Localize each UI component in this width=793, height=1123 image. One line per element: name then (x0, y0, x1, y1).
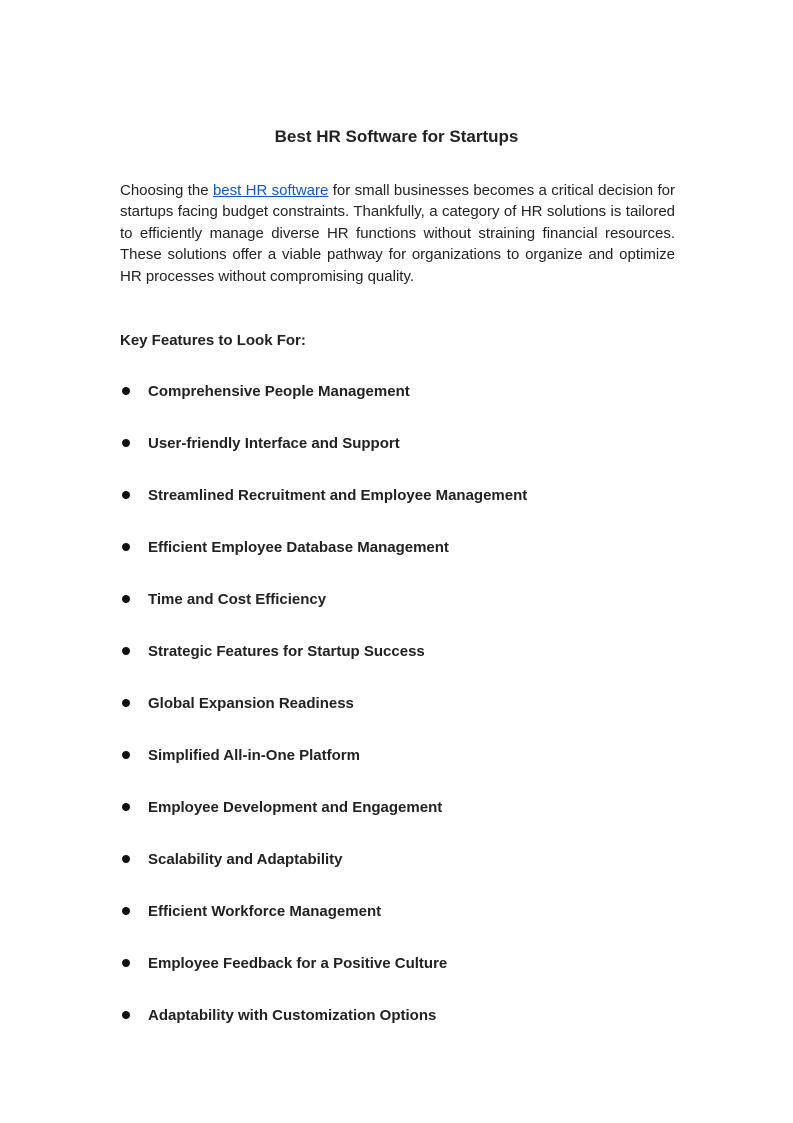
feature-label: Simplified All-in-One Platform (148, 747, 360, 764)
feature-list (120, 381, 680, 1057)
bullet-icon (122, 1011, 130, 1019)
features-heading: Key Features to Look For: (120, 332, 306, 349)
feature-label: Efficient Workforce Management (148, 903, 382, 920)
list-item (120, 849, 680, 901)
feature-label: Efficient Employee Database Management (148, 539, 449, 556)
feature-label: Strategic Features for Startup Success (148, 643, 425, 660)
bullet-icon (122, 959, 130, 967)
bullet-icon (122, 699, 130, 707)
list-item (120, 433, 680, 485)
list-item (120, 693, 680, 745)
bullet-icon (122, 907, 130, 915)
list-item (120, 797, 680, 849)
bullet-icon (122, 647, 130, 655)
bullet-icon (122, 491, 130, 499)
list-item (120, 1005, 680, 1057)
bullet-icon (122, 803, 130, 811)
bullet-icon (122, 387, 130, 395)
list-item (120, 589, 680, 641)
feature-label: Employee Development and Engagement (148, 799, 443, 816)
feature-label: Comprehensive People Management (148, 383, 410, 400)
bullet-icon (122, 543, 130, 551)
best-hr-software-link[interactable]: best HR software (212, 182, 329, 199)
feature-label: Adaptability with Customization Options (148, 1007, 437, 1024)
intro-paragraph (120, 180, 675, 287)
list-item (120, 485, 680, 537)
feature-label: Time and Cost Efficiency (148, 591, 327, 608)
feature-label: Streamlined Recruitment and Employee Management (148, 487, 528, 504)
list-item (120, 953, 680, 1005)
list-item (120, 901, 680, 953)
feature-label: User-friendly Interface and Support (148, 435, 400, 452)
feature-label: Global Expansion Readiness (148, 695, 354, 712)
list-item (120, 537, 680, 589)
bullet-icon (122, 855, 130, 863)
intro-text-after-link: for small businesses becomes a critical decision for startups facing budget constraints. Thankfully, a category of HR solutions is tailored to efficiently manage diverse HR functions without straining financial resources. These solutions offer a viable pathway for organizations to organize and optimize HR processes without compromising quality. (120, 182, 675, 285)
list-item (120, 641, 680, 693)
feature-label: Employee Feedback for a Positive Culture (148, 955, 448, 972)
page-title: Best HR Software for Startups (274, 127, 519, 146)
bullet-icon (122, 751, 130, 759)
list-item (120, 381, 680, 433)
bullet-icon (122, 595, 130, 603)
list-item (120, 745, 680, 797)
intro-text-before-link: Choosing the (120, 182, 213, 199)
bullet-icon (122, 439, 130, 447)
feature-label: Scalability and Adaptability (148, 851, 343, 868)
